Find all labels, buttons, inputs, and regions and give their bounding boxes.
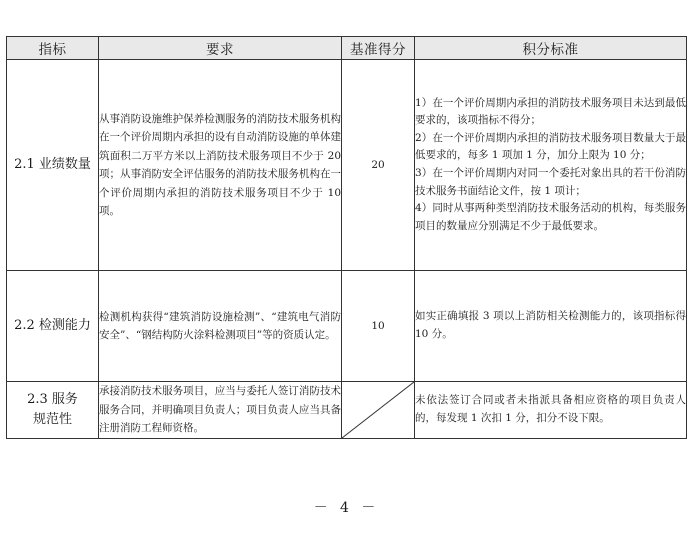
standard-item: 3）在一个评价周期内对同一个委托对象出具的若干份消防技术服务书面结论文件，按 1 项计； xyxy=(415,167,686,197)
table-row xyxy=(7,271,687,382)
indicator-line: 规范性 xyxy=(32,412,72,427)
row-base-score: 20 xyxy=(342,60,415,271)
indicator-line: 2.3 服务 xyxy=(27,392,78,407)
page-top-margin xyxy=(0,0,693,14)
row-scoring-standard xyxy=(415,382,687,439)
page-number: － 4 － xyxy=(313,500,380,516)
row-indicator: 2.2 检测能力 xyxy=(7,271,99,382)
table-row xyxy=(7,60,687,271)
standard-item: 2）在一个评价周期内承担的消防技术服务项目数量大于最低要求的，每多 1 项加 1 分，加分上限为 10 分； xyxy=(415,131,686,162)
standard-item: 未依法签订合同或者未指派具备相应资格的项目负责人的，每发现 1 次扣 1 分，扣分不设下限。 xyxy=(415,394,686,424)
table-row xyxy=(7,382,687,439)
row-indicator xyxy=(7,382,99,439)
row-requirement: 承接消防技术服务项目，应当与委托人签订消防技术服务合同，并明确项目负责人；项目负责人应当具备注册消防工程师资格。 xyxy=(99,382,342,439)
row-requirement: 检测机构获得“建筑消防设施检测”、“建筑电气消防安全”、“钢结构防火涂料检测项目”等的资质认定。 xyxy=(99,271,342,382)
row-indicator: 2.1 业绩数量 xyxy=(7,60,99,271)
header-indicator: 指标 xyxy=(7,37,99,60)
diagonal-slash xyxy=(342,382,414,438)
standard-item: 4）同时从事两种类型消防技术服务活动的机构，每类服务项目的数量应分别满足不少于最低要求。 xyxy=(415,202,686,232)
header-base-score: 基准得分 xyxy=(342,37,415,60)
header-requirement: 要求 xyxy=(99,37,342,60)
header-scoring-standard: 积分标准 xyxy=(415,37,687,60)
standard-item: 1）在一个评价周期内承担的消防技术服务项目未达到最低要求的，该项指标不得分； xyxy=(415,96,686,127)
row-scoring-standard xyxy=(415,60,687,271)
standard-item: 如实正确填报 3 项以上消防相关检测能力的，该项指标得 10 分。 xyxy=(415,310,686,340)
table-header-row xyxy=(7,37,687,60)
row-requirement: 从事消防设施维护保养检测服务的消防技术服务机构在一个评价周期内承担的设有自动消防设施的单体建筑面积二万平方米以上消防技术服务项目不少于 20 项；从事消防安全评估服务的消防技术服务机构在一个评价周期内承担的消防技术服务项目不少于 10 项。 xyxy=(99,60,342,271)
row-base-score: 10 xyxy=(342,271,415,382)
scoring-table xyxy=(6,36,687,439)
row-base-score-empty xyxy=(342,382,415,439)
row-scoring-standard xyxy=(415,271,687,382)
